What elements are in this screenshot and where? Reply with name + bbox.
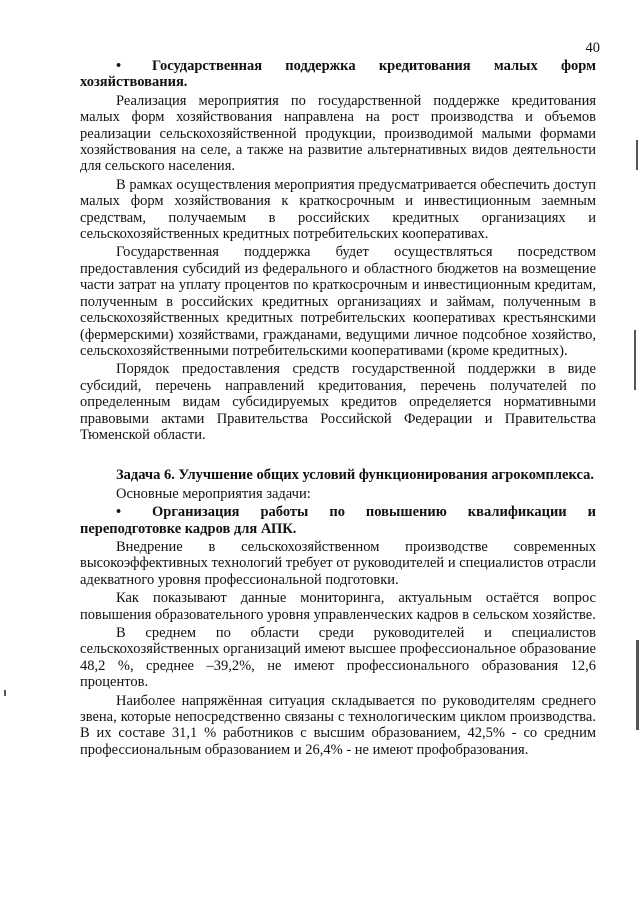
task-heading	[80, 467, 596, 483]
scan-artifact	[636, 140, 638, 170]
task-heading-text: Задача 6. Улучшение общих условий функционирования агрокомплекса.	[116, 467, 594, 484]
paragraph: Государственная поддержка будет осуществляться посредством предоставления субсидий из федерального и областного бюджетов на возмещение части затрат на уплату процентов по краткосрочным и инвестиционным кредитам, полученным в российских кредитных организациях и займам, полученным в сельскохозяйственных кредитных потребительских кооперативах крестьянскими (фермерскими) хозяйствами, гражданами, ведущими личное подсобное хозяйство, сельскохозяйственными потребительскими кооперативами (кроме кредитных).	[80, 244, 596, 359]
paragraph: Порядок предоставления средств государственной поддержки в виде субсидий, перечень направлений кредитования, перечень получателей по определенным видам субсидируемых кредитов определяется нормативными правовыми актами Правительства Российской Федерации и Правительства Тюменской области.	[80, 361, 596, 443]
scan-artifact	[634, 330, 636, 390]
paragraph: В рамках осуществления мероприятия предусматривается обеспечить доступ малых форм хозяйствования к краткосрочным и инвестиционным заемным средствам, получаемым в российских кредитных организациях и сельскохозяйственных кредитных потребительских кооперативах.	[80, 176, 596, 243]
paragraph: В среднем по области среди руководителей и специалистов сельскохозяйственных организаций имеют высшее профессиональное образование 48,2 %, среднее –39,2%, не имеют профессионального образования 12,6 процентов.	[80, 625, 596, 691]
bullet-heading-credit-support-text: Государственная поддержка кредитования малых форм хозяйствования.	[80, 58, 596, 91]
bullet-heading-training-text: Организация работы по повышению квалификации и переподготовке кадров для АПК.	[80, 504, 596, 537]
paragraph: Реализация мероприятия по государственной поддержке кредитования малых форм хозяйствования направлена на рост производства и объемов реализации сельскохозяйственной продукции, производимой малыми формами хозяйствования на селе, а также на развитие альтернативных видов деятельности для сельского населения.	[80, 92, 596, 175]
bullet-dot-icon: •	[116, 58, 122, 74]
paragraph: Как показывают данные мониторинга, актуальным остаётся вопрос повышения образовательного уровня управленческих кадров в сельском хозяйстве.	[80, 590, 596, 623]
page-number: 40	[585, 40, 600, 56]
section-gap	[80, 445, 596, 467]
document-body	[80, 58, 596, 760]
paragraph: Внедрение в сельскохозяйственном производстве современных высокоэффективных технологий требует от руководителей и специалистов отрасли адекватного уровня профессиональной подготовки.	[80, 538, 596, 588]
scan-artifact	[636, 640, 639, 730]
bullet-dot-icon: •	[116, 504, 122, 521]
bullet-heading-training	[80, 504, 596, 537]
paragraph: Основные мероприятия задачи:	[116, 485, 311, 502]
bullet-heading-credit-support	[80, 58, 596, 91]
scan-artifact	[4, 690, 6, 696]
paragraph: Наиболее напряжённая ситуация складывается по руководителям среднего звена, которые непосредственно связаны с технологическим циклом производства. В их составе 31,1 % работников с высшим образованием, 42,5% - со средним профессиональным образованием и 26,4% - не имеют профобразования.	[80, 692, 596, 758]
